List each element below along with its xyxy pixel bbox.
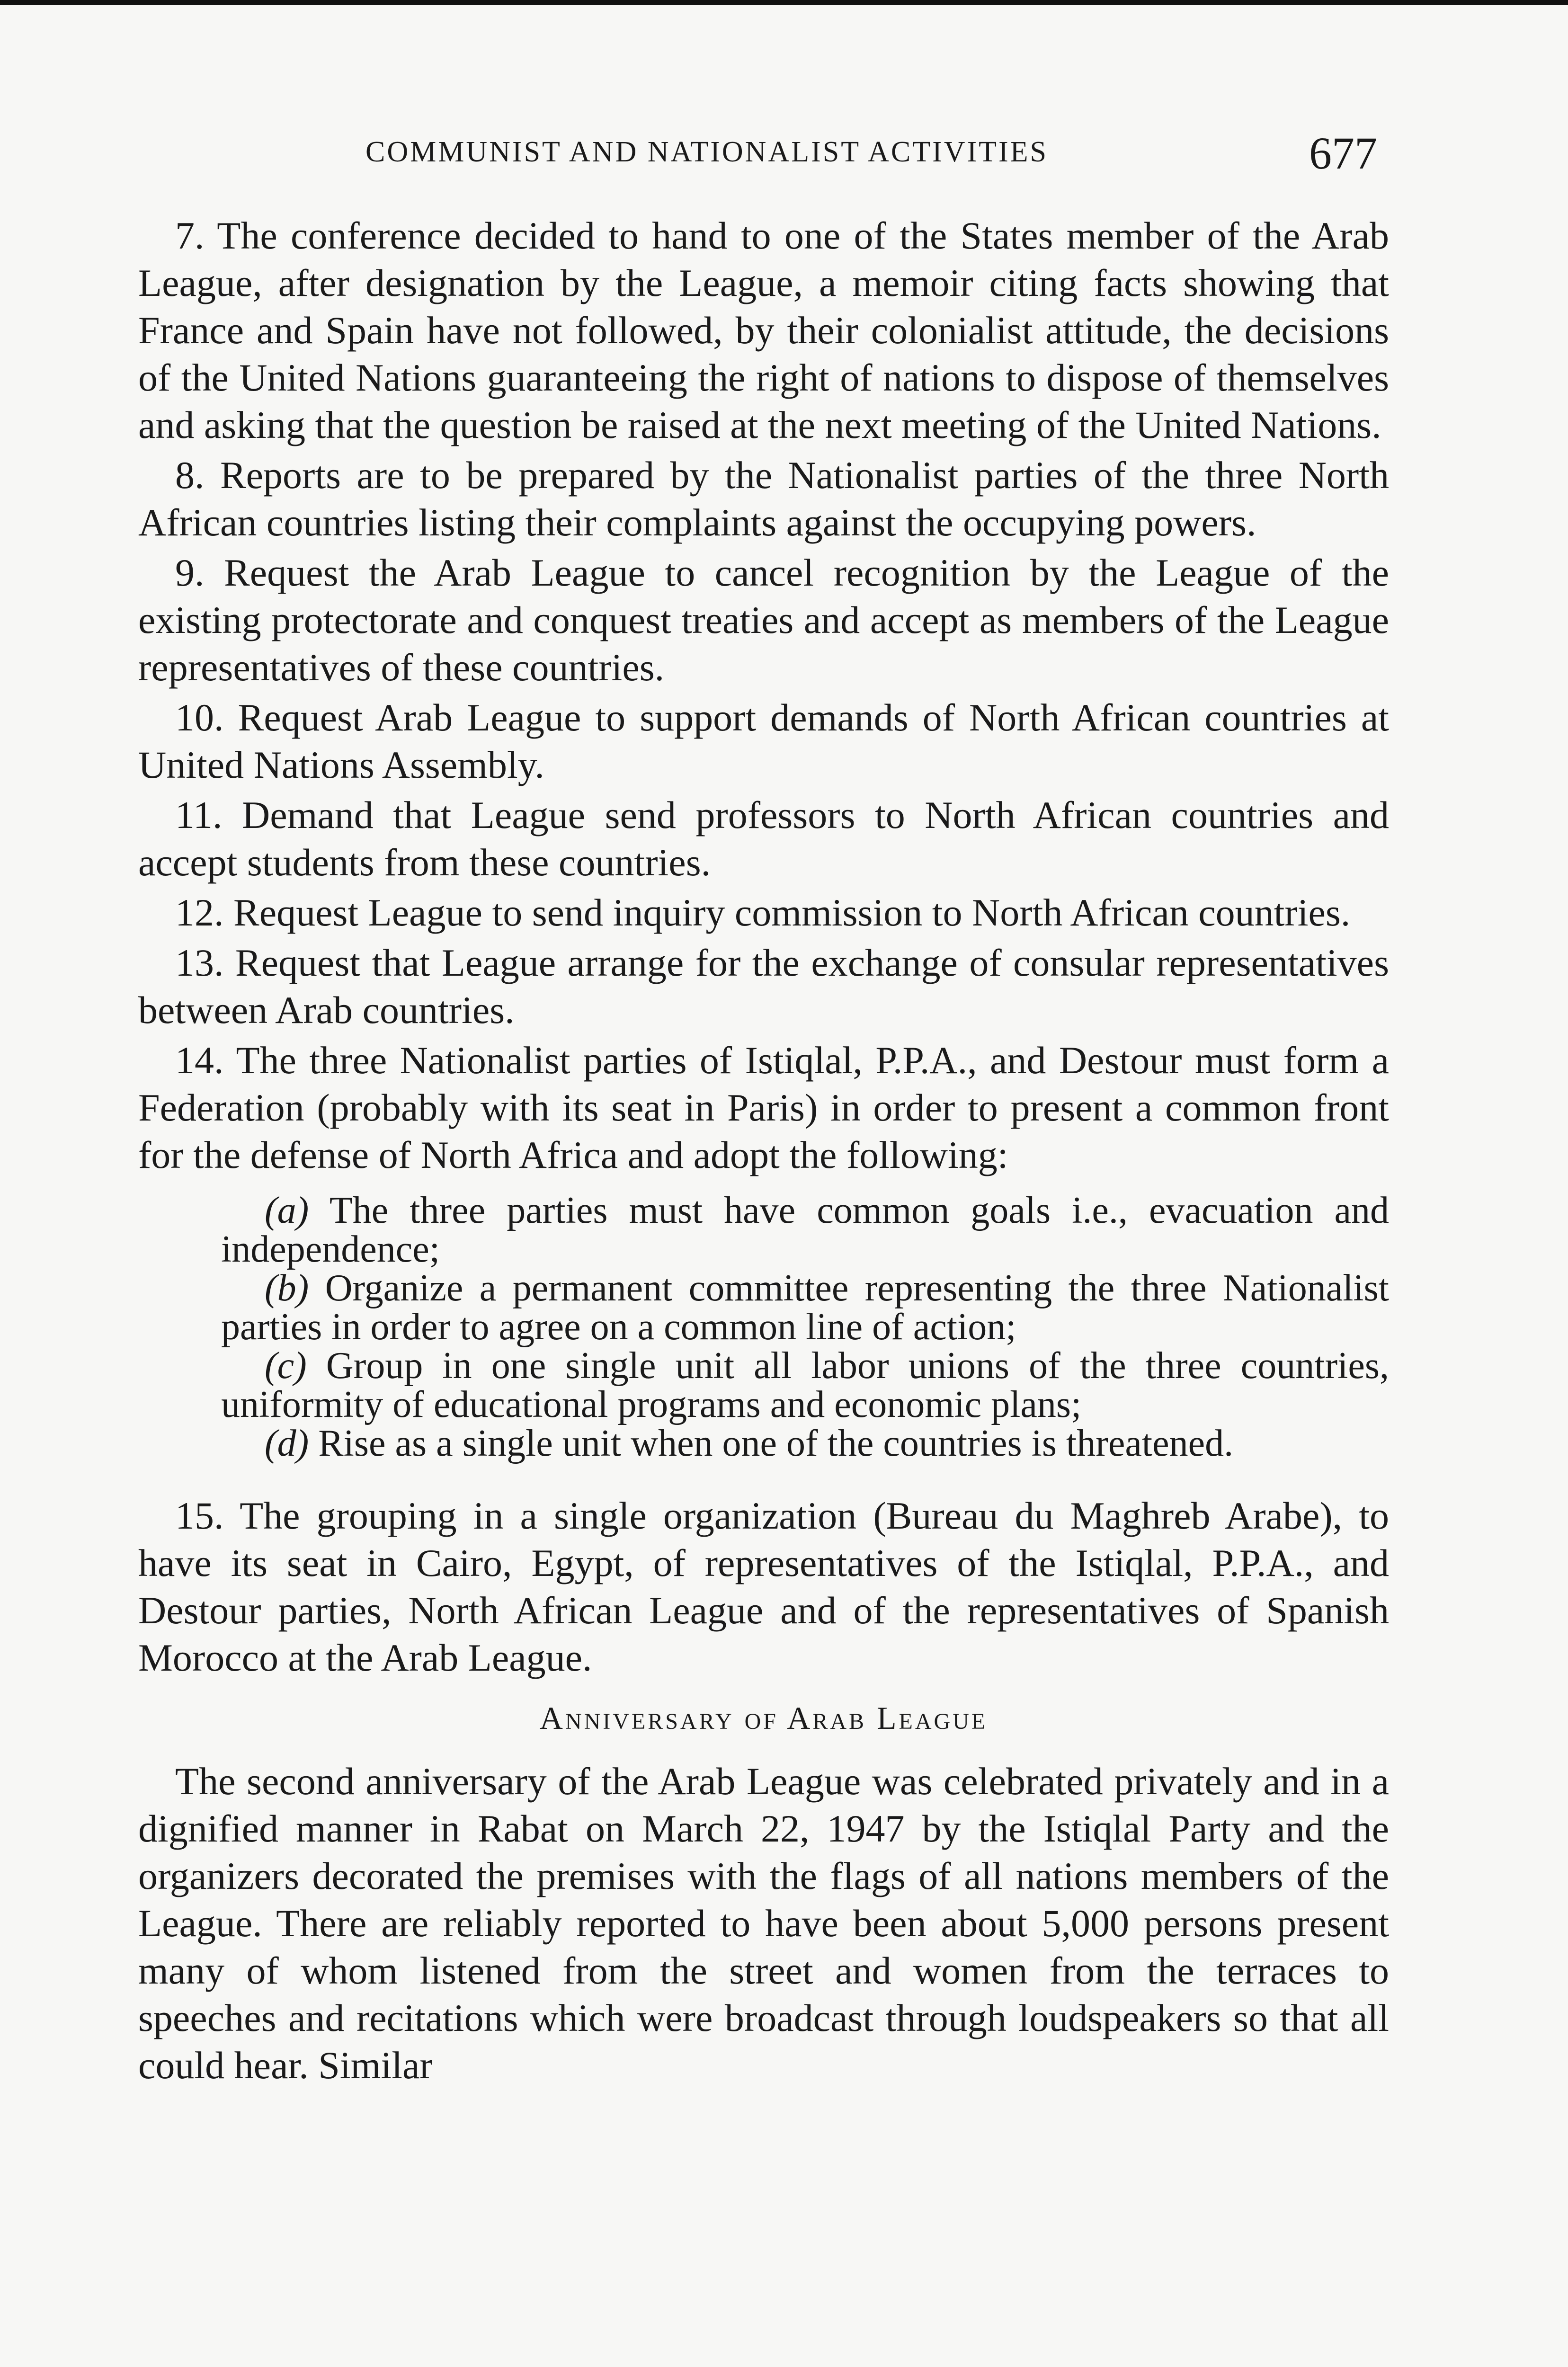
sub-item-c [221, 1346, 1389, 1424]
anniversary-paragraph: The second anniversary of the Arab League was celebrated privately and in a dignified manner in Rabat on March 22, 1947 by the Istiqlal Party and the organizers decorated the premises with the flags of all nations members of the League. There are reliably reported to have been about 5,000 persons present many of whom listened from the street and women from the terraces to speeches and recitations which were broadcast through loudspeakers so that all could hear. Similar [138, 1760, 1389, 2087]
section-heading: Anniversary of Arab League [539, 1700, 988, 1736]
document-body [138, 212, 1389, 2092]
sub-item-d [221, 1424, 1389, 1463]
paragraph-9: 9. Request the Arab League to cancel recognition by the League of the existing protectorate and conquest treaties and accept as members of the League representatives of these countries. [138, 551, 1389, 689]
sub-item-mark: (a) [265, 1190, 309, 1231]
paragraph-8: 8. Reports are to be prepared by the Nationalist parties of the three North African countries listing their complaints against the occupying powers. [138, 454, 1389, 544]
paragraph-7: 7. The conference decided to hand to one of the States member of the Arab League, after designation by the League, a memoir citing facts showing that France and Spain have not followed, by their colonialist attitude, the decisions of the United Nations guaranteeing the right of nations to dispose of themselves and asking that the question be raised at the next meeting of the United Nations. [138, 214, 1389, 446]
sub-item-text: The three parties must have common goals i.e., evacuation and independence; [221, 1190, 1389, 1270]
sub-item-text: Rise as a single unit when one of the countries is threatened. [318, 1423, 1234, 1464]
sub-item-mark: (b) [265, 1267, 309, 1309]
sub-item-text: Organize a permanent committee representing the three Nationalist parties in order to agree on a common line of action; [221, 1267, 1390, 1348]
sub-item-b [221, 1269, 1389, 1346]
paragraph-10: 10. Request Arab League to support demands of North African countries at United Nations Assembly. [138, 696, 1389, 786]
sub-item-mark: (d) [265, 1423, 309, 1464]
paragraph-12: 12. Request League to send inquiry commission to North African countries. [175, 891, 1351, 934]
running-header [138, 127, 1389, 184]
paragraph-11: 11. Demand that League send professors to North African countries and accept students from these countries. [138, 793, 1389, 884]
sub-item-list [138, 1191, 1389, 1463]
paragraph-13: 13. Request that League arrange for the exchange of consular representatives between Arab countries. [138, 941, 1389, 1032]
sub-item-a [221, 1191, 1389, 1269]
running-title: COMMUNIST AND NATIONALIST ACTIVITIES [365, 136, 1049, 168]
page-number: 677 [1309, 128, 1377, 178]
page-top-edge [0, 0, 1568, 5]
sub-item-text: Group in one single unit all labor unions of the three countries, uniformity of educational programs and economic plans; [221, 1345, 1389, 1425]
sub-item-mark: (c) [265, 1345, 307, 1387]
paragraph-15: 15. The grouping in a single organization (Bureau du Maghreb Arabe), to have its seat in Cairo, Egypt, of representatives of the Istiqlal, P.P.A., and Destour parties, North African League and of the representatives of Spanish Morocco at the Arab League. [138, 1494, 1389, 1679]
paragraph-14: 14. The three Nationalist parties of Istiqlal, P.P.A., and Destour must form a Federation (probably with its seat in Paris) in order to present a common front for the defense of North Africa and adopt the following: [138, 1039, 1389, 1176]
